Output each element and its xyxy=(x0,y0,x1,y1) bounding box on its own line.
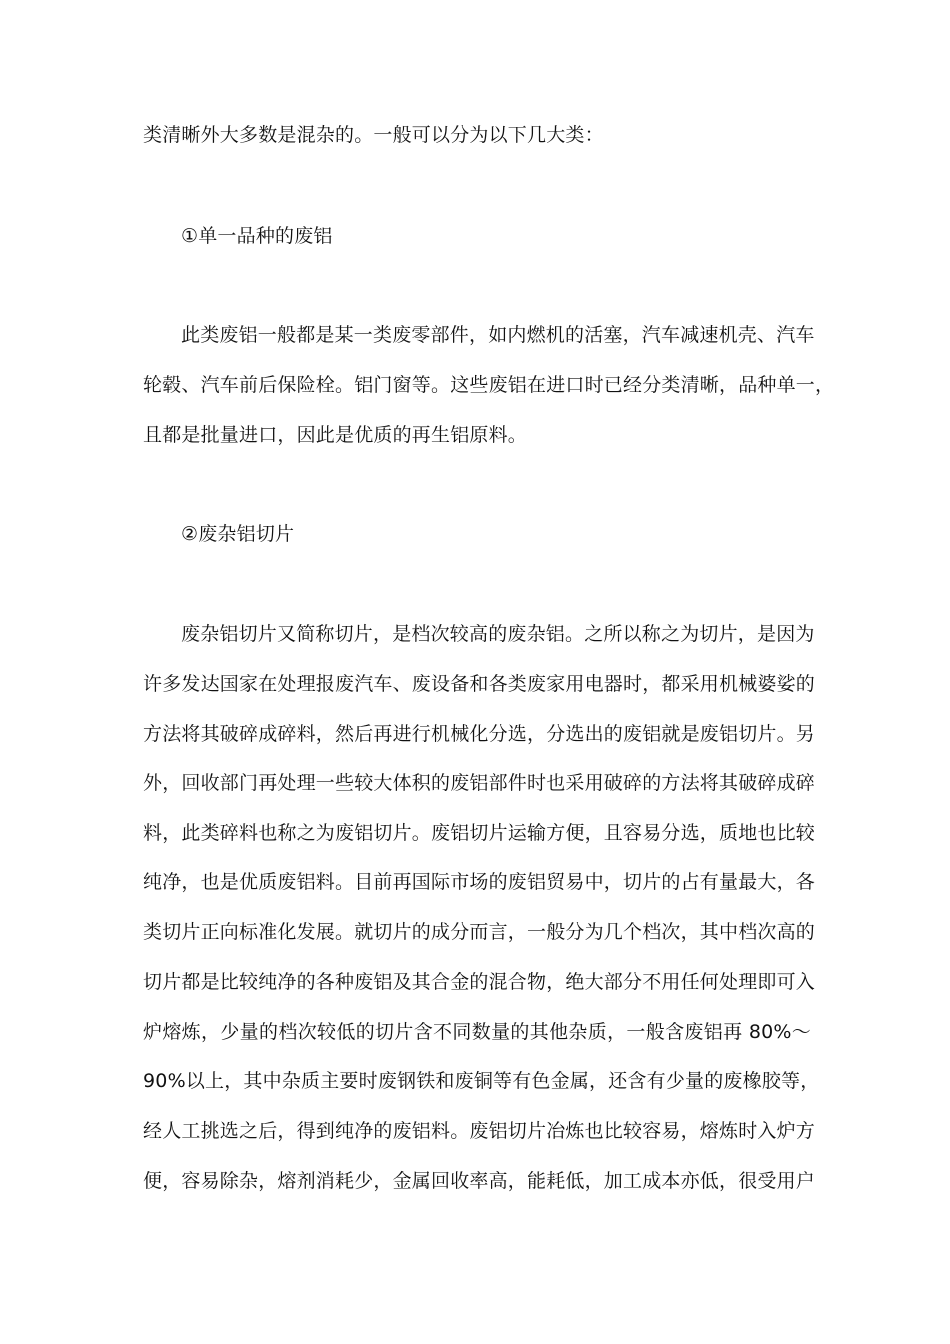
paragraph-line: 且都是批量进口，因此是优质的再生铝原料。 xyxy=(143,424,528,446)
paragraph-line: 类切片正向标准化发展。就切片的成分而言，一般分为几个档次，其中档次高的 xyxy=(143,921,816,943)
paragraph-line: 许多发达国家在处理报废汽车、废设备和各类废家用电器时，都采用机械婆娑的 xyxy=(143,673,816,695)
paragraph-line: 方法将其破碎成碎料，然后再进行机械化分选，分选出的废铝就是废铝切片。另 xyxy=(143,723,816,745)
paragraph-line: 切片都是比较纯净的各种废铝及其合金的混合物，绝大部分不用任何处理即可入 xyxy=(143,971,816,993)
paragraph-line: 废杂铝切片又简称切片，是档次较高的废杂铝。之所以称之为切片，是因为 xyxy=(181,623,815,645)
text-line: 类清晰外大多数是混杂的。一般可以分为以下几大类： xyxy=(143,124,604,146)
paragraph-line: 便，容易除杂，熔剂消耗少，金属回收率高，能耗低，加工成本亦低，很受用户 xyxy=(143,1170,816,1192)
paragraph-line: 90%以上，其中杂质主要时废钢铁和废铜等有色金属，还含有少量的废橡胶等， xyxy=(143,1070,820,1092)
paragraph-line: 纯净，也是优质废铝料。目前再国际市场的废铝贸易中，切片的占有量最大，各 xyxy=(143,871,816,893)
document-page xyxy=(143,0,835,1344)
paragraph-line: 经人工挑选之后，得到纯净的废铝料。废铝切片冶炼也比较容易，熔炼时入炉方 xyxy=(143,1120,816,1142)
paragraph-line: 料，此类碎料也称之为废铝切片。废铝切片运输方便，且容易分选，质地也比较 xyxy=(143,822,816,844)
section-heading: ②废杂铝切片 xyxy=(181,523,295,545)
paragraph-line: 外，回收部门再处理一些较大体积的废铝部件时也采用破碎的方法将其破碎成碎 xyxy=(143,772,816,794)
paragraph-line: 轮毂、汽车前后保险栓。铝门窗等。这些废铝在进口时已经分类清晰，品种单一， xyxy=(143,374,835,396)
section-heading: ①单一品种的废铝 xyxy=(181,225,333,247)
paragraph-line: 此类废铝一般都是某一类废零部件，如内燃机的活塞，汽车减速机壳、汽车 xyxy=(181,324,815,346)
paragraph-line: 炉熔炼，少量的档次较低的切片含不同数量的其他杂质，一般含废铝再 80%～ xyxy=(143,1021,811,1043)
